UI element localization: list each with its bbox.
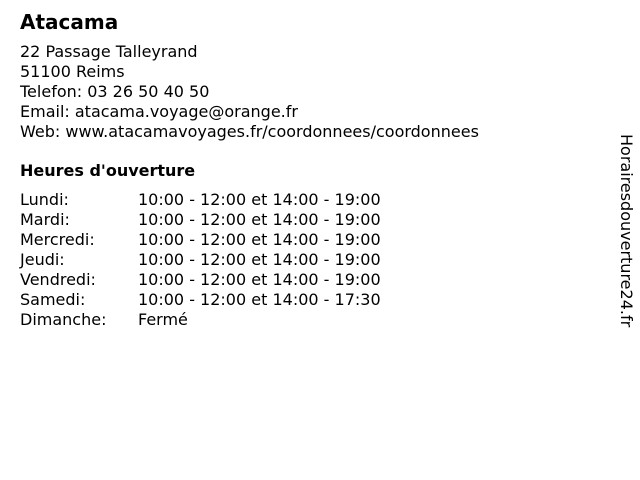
day-label: Mardi: — [20, 210, 70, 229]
site-watermark: Horairesdouverture24.fr — [617, 134, 636, 328]
address-line-2: 51100 Reims — [20, 62, 125, 81]
time-value: 10:00 - 12:00 et 14:00 - 19:00 — [138, 190, 381, 209]
day-label: Lundi: — [20, 190, 69, 209]
business-name: Atacama — [20, 10, 119, 34]
hours-row-monday — [20, 190, 600, 210]
hours-row-sunday — [20, 310, 600, 330]
website-url: Web: www.atacamavoyages.fr/coordonnees/coordonnees — [20, 122, 479, 141]
hours-row-saturday — [20, 290, 600, 310]
time-value: 10:00 - 12:00 et 14:00 - 19:00 — [138, 210, 381, 229]
hours-row-wednesday — [20, 230, 600, 250]
address-line-1: 22 Passage Talleyrand — [20, 42, 198, 61]
phone-number: Telefon: 03 26 50 40 50 — [20, 82, 210, 101]
time-value: 10:00 - 12:00 et 14:00 - 19:00 — [138, 270, 381, 289]
time-value: 10:00 - 12:00 et 14:00 - 19:00 — [138, 250, 381, 269]
time-value: 10:00 - 12:00 et 14:00 - 17:30 — [138, 290, 381, 309]
day-label: Mercredi: — [20, 230, 95, 249]
opening-hours-heading: Heures d'ouverture — [20, 161, 196, 180]
email-address: Email: atacama.voyage@orange.fr — [20, 102, 298, 121]
day-label: Vendredi: — [20, 270, 96, 289]
day-label: Samedi: — [20, 290, 86, 309]
business-info-card — [20, 8, 600, 330]
time-value: 10:00 - 12:00 et 14:00 - 19:00 — [138, 230, 381, 249]
day-label: Dimanche: — [20, 310, 107, 329]
day-label: Jeudi: — [20, 250, 65, 269]
hours-row-friday — [20, 270, 600, 290]
time-value: Fermé — [138, 310, 188, 329]
hours-row-tuesday — [20, 210, 600, 230]
hours-row-thursday — [20, 250, 600, 270]
